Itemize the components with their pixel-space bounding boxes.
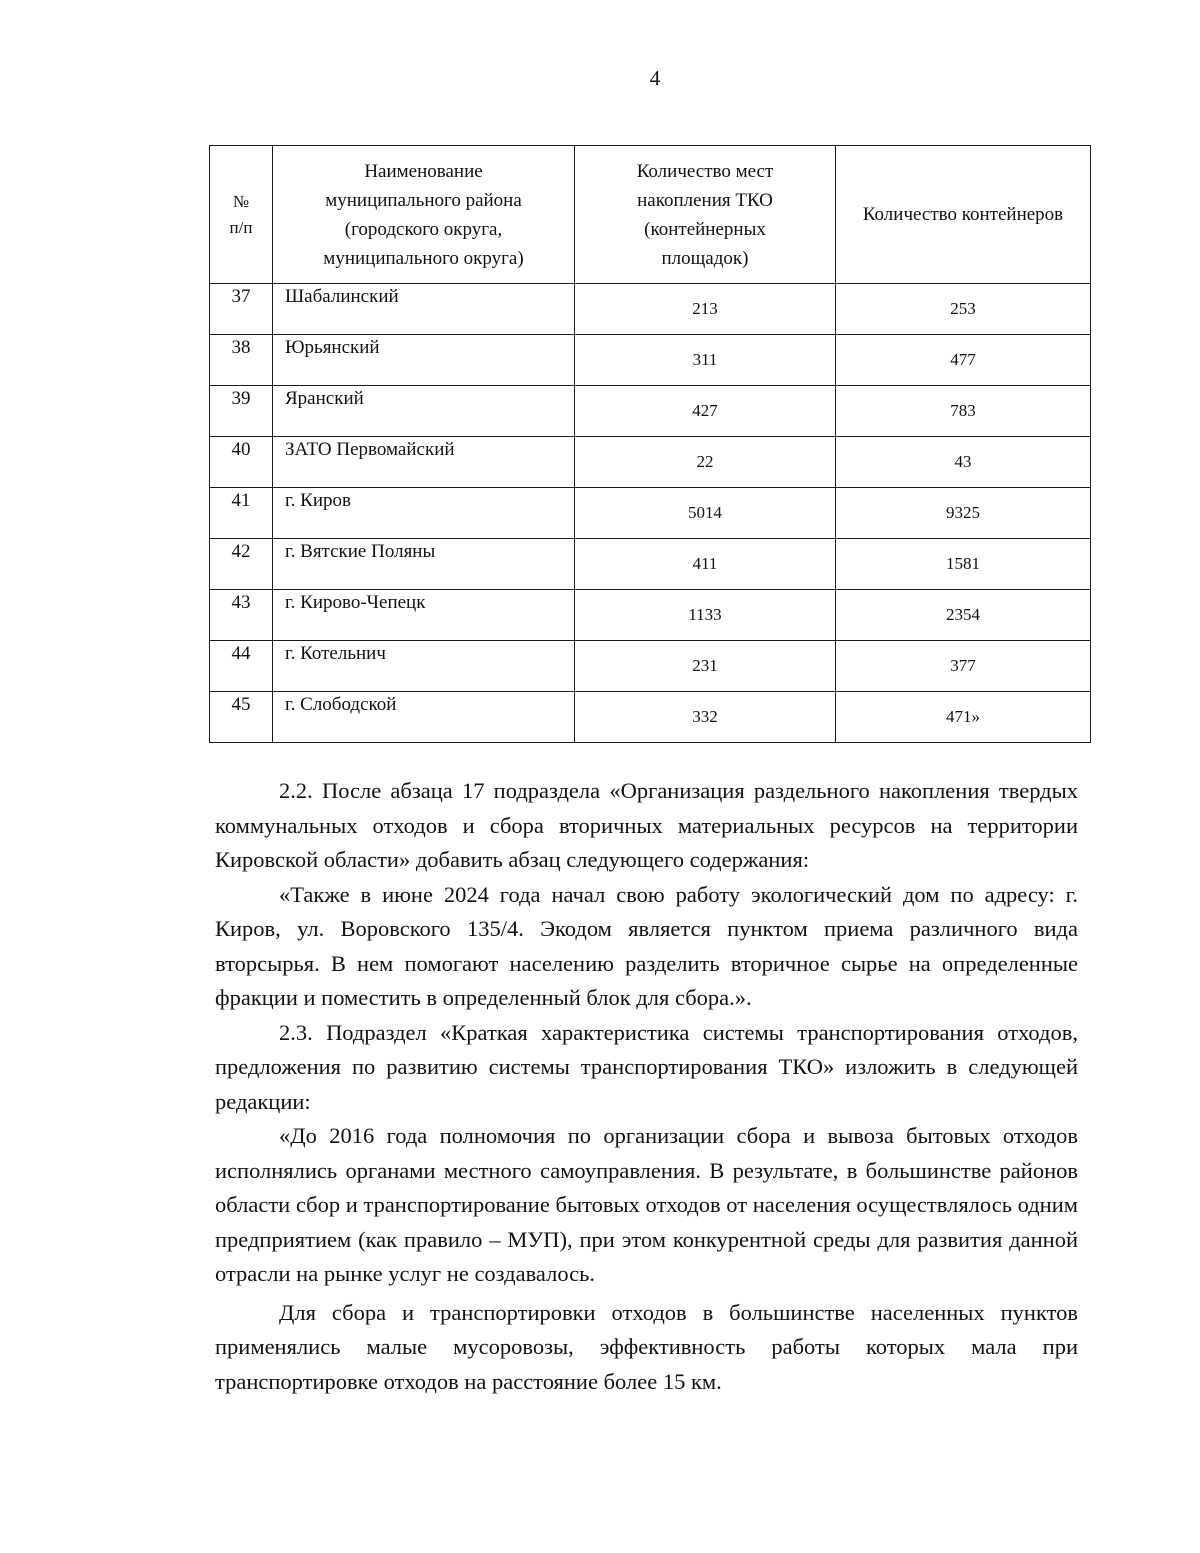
row-name: Юрьянский: [273, 335, 575, 386]
row-sites: 311: [575, 335, 836, 386]
row-containers: 783: [836, 386, 1091, 437]
row-containers: 1581: [836, 539, 1091, 590]
paragraph: «До 2016 года полномочия по организации сбора и вывоза бытовых отходов исполнялись органами местного самоуправления. В результате, в большинстве районов области сбор и транспортирование бытовых отходов от населения осуществлялось одним предприятием (как правило – МУП), при этом конкурентной среды для развития данной отрасли на рынке услуг не создавалось.: [215, 1123, 1078, 1286]
row-num: 37: [210, 284, 273, 335]
paragraph: Для сбора и транспортировки отходов в большинстве населенных пунктов применялись малые мусоровозы, эффективность работы которых мала при транспортировке отходов на расстояние более 15 км.: [215, 1299, 1078, 1394]
row-num: 38: [210, 335, 273, 386]
table-row: [210, 692, 1091, 743]
row-sites: 22: [575, 437, 836, 488]
table-row: [210, 437, 1091, 488]
row-containers: 471»: [836, 692, 1091, 743]
row-containers: 9325: [836, 488, 1091, 539]
header-name: Наименование муниципального района (городского округа, муниципального округа): [273, 146, 575, 284]
row-num: 43: [210, 590, 273, 641]
row-name: г. Киров: [273, 488, 575, 539]
row-name: ЗАТО Первомайский: [273, 437, 575, 488]
table-row: [210, 386, 1091, 437]
row-sites: 427: [575, 386, 836, 437]
table-row: [210, 641, 1091, 692]
row-name: Шабалинский: [273, 284, 575, 335]
row-sites: 231: [575, 641, 836, 692]
row-containers: 377: [836, 641, 1091, 692]
row-name: г. Котельнич: [273, 641, 575, 692]
row-num: 40: [210, 437, 273, 488]
paragraph: «Также в июне 2024 года начал свою работу экологический дом по адресу: г. Киров, ул. Воровского 135/4. Экодом является пунктом приема различного вида вторсырья. В нем помогают населению разделить вторичное сырье на определенные фракции и поместить в определенный блок для сбора.».: [215, 881, 1078, 1010]
row-num: 44: [210, 641, 273, 692]
paragraph: 2.3. Подраздел «Краткая характеристика системы транспортирования отходов, предложения по развитию системы транспортирования ТКО» изложить в следующей редакции:: [215, 1019, 1078, 1114]
table-header-row: [210, 146, 1091, 284]
row-sites: 411: [575, 539, 836, 590]
body-text: [215, 774, 1078, 1399]
table-row: [210, 590, 1091, 641]
row-sites: 1133: [575, 590, 836, 641]
row-containers: 253: [836, 284, 1091, 335]
row-sites: 213: [575, 284, 836, 335]
row-name: г. Вятские Поляны: [273, 539, 575, 590]
row-name: Яранский: [273, 386, 575, 437]
row-containers: 477: [836, 335, 1091, 386]
header-containers: Количество контейнеров: [836, 146, 1091, 284]
table-row: [210, 539, 1091, 590]
row-num: 45: [210, 692, 273, 743]
row-num: 39: [210, 386, 273, 437]
row-containers: 43: [836, 437, 1091, 488]
row-num: 42: [210, 539, 273, 590]
row-num: 41: [210, 488, 273, 539]
row-name: г. Слободской: [273, 692, 575, 743]
row-sites: 5014: [575, 488, 836, 539]
row-name: г. Кирово-Чепецк: [273, 590, 575, 641]
row-sites: 332: [575, 692, 836, 743]
header-num: № п/п: [210, 146, 273, 284]
paragraph: 2.2. После абзаца 17 подраздела «Организация раздельного накопления твердых коммунальных отходов и сбора вторичных материальных ресурсов на территории Кировской области» добавить абзац следующего содержания:: [215, 778, 1078, 872]
header-sites: Количество мест накопления ТКО (контейнерных площадок): [575, 146, 836, 284]
table-row: [210, 335, 1091, 386]
waste-containers-table: [209, 145, 1091, 743]
row-containers: 2354: [836, 590, 1091, 641]
table-row: [210, 284, 1091, 335]
page-number: 4: [649, 66, 661, 90]
table-row: [210, 488, 1091, 539]
